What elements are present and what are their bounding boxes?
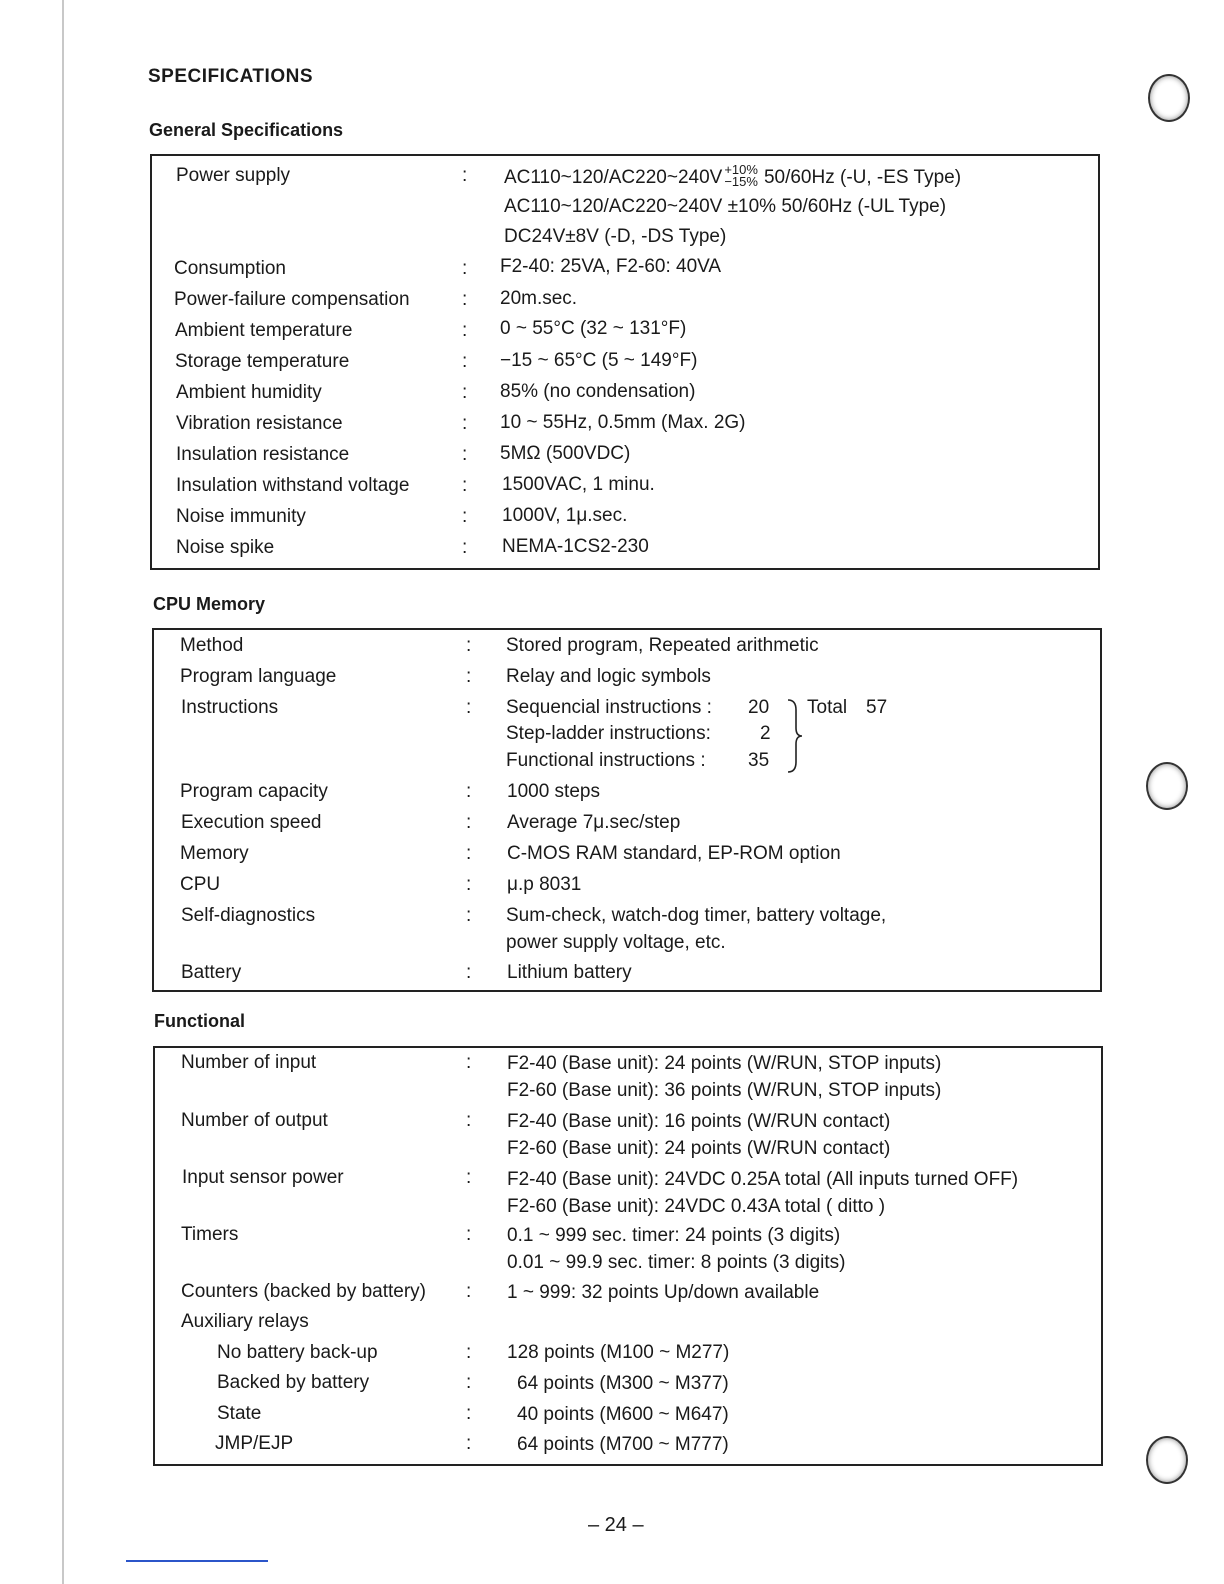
instruction-name: Sequencial instructions : [506,697,712,718]
cpu-memory-heading: CPU Memory [153,594,266,614]
spec-row-label: Ambient temperature [175,320,353,341]
spec-row-value: 10 ~ 55Hz, 0.5mm (Max. 2G) [500,412,746,433]
colon: : [466,843,472,864]
punch-hole-bottom [1146,1436,1188,1484]
spec-row-value: C-MOS RAM standard, EP-ROM option [507,843,841,864]
spec-row-value: 85% (no condensation) [500,381,696,402]
spec-row-label: Method [180,635,244,656]
spec-row-value: 0.1 ~ 999 sec. timer: 24 points (3 digits) [507,1225,841,1246]
colon: : [462,320,468,341]
spec-row-value: F2-40 (Base unit): 24 points (W/RUN, STOP inputs) [507,1053,942,1074]
page-number: – 24 – [588,1514,644,1536]
spec-row-label: Backed by battery [217,1372,370,1393]
colon: : [466,1433,472,1454]
spec-row-value: Stored program, Repeated arithmetic [506,635,819,656]
spec-row-label: CPU [180,874,221,895]
spec-row-value: 1500VAC, 1 minu. [502,474,655,495]
colon: : [466,1110,472,1131]
spec-row-label: Memory [180,843,249,864]
spec-row-label: State [217,1403,262,1424]
spec-row-label: Power-failure compensation [174,289,410,310]
spec-row-value: F2-40 (Base unit): 24VDC 0.25A total (All inputs turned OFF) [507,1169,1019,1190]
spec-row-value: Average 7μ.sec/step [507,812,681,833]
spec-row-value: 5MΩ (500VDC) [500,443,631,464]
spec-row-value: Lithium battery [507,962,632,983]
colon: : [462,165,468,186]
spec-row-value: 64 points (M300 ~ M377) [517,1373,729,1394]
spec-row-value: 1000V, 1μ.sec. [502,505,628,526]
power-supply-value-3: DC24V±8V (-D, -DS Type) [504,226,727,247]
power-supply-value-1: AC110~120/AC220~240V +10% −15% 50/60Hz (-U, -ES Type) [504,162,962,189]
colon: : [466,962,472,983]
spec-row-value: 40 points (M600 ~ M647) [517,1404,729,1425]
spec-row-label: Ambient humidity [176,382,322,403]
tolerance-plus: +10% [724,162,758,177]
spec-row-value-continued: F2-60 (Base unit): 36 points (W/RUN, STOP inputs) [507,1080,942,1101]
cpu-memory-box [152,628,1102,992]
instruction-name: Step-ladder instructions: [506,723,711,744]
instruction-count: 35 [748,750,770,771]
spec-row-label: No battery back-up [217,1342,378,1363]
power-supply-value-2: AC110~120/AC220~240V ±10% 50/60Hz (-UL Type) [504,196,947,217]
colon: : [462,289,468,310]
colon: : [466,1403,472,1424]
spec-row-label: Noise immunity [176,506,306,527]
colon: : [466,781,472,802]
page-title: SPECIFICATIONS [148,66,313,87]
colon: : [462,258,468,279]
colon: : [466,1167,472,1188]
colon: : [462,537,468,558]
colon: : [466,1281,472,1302]
colon: : [466,874,472,895]
spec-row-value: Relay and logic symbols [506,666,711,687]
spec-row-value: −15 ~ 65°C (5 ~ 149°F) [500,350,698,371]
colon: : [466,1342,472,1363]
spec-row-label: Program language [180,666,337,687]
punch-hole-top [1148,74,1190,122]
colon: : [462,351,468,372]
colon: : [462,475,468,496]
colon: : [466,666,472,687]
spec-row-value: 128 points (M100 ~ M277) [507,1342,730,1363]
spec-row-value: F2-40 (Base unit): 16 points (W/RUN contact) [507,1111,891,1132]
spec-row-label: Number of output [181,1110,328,1131]
spec-row-label: JMP/EJP [215,1433,294,1454]
spec-row-value: NEMA-1CS2-230 [502,536,649,557]
spec-row-value-continued: F2-60 (Base unit): 24VDC 0.43A total ( ditto ) [507,1196,886,1217]
instructions-brace [784,698,806,774]
spec-row-label: Noise spike [176,537,275,558]
spec-row-label: Timers [181,1224,239,1245]
spec-row-value: 0 ~ 55°C (32 ~ 131°F) [500,318,687,339]
spec-row-label: Instructions [181,697,279,718]
colon: : [466,1372,472,1393]
spec-row-label: Battery [181,962,242,983]
spec-row-label: Storage temperature [175,351,350,372]
spec-row-value: 1 ~ 999: 32 points Up/down available [507,1282,820,1303]
spec-row-label: Consumption [174,258,286,279]
colon: : [466,635,472,656]
colon: : [466,1224,472,1245]
colon: : [466,697,472,718]
spec-row-value: 20m.sec. [500,288,578,309]
instruction-count: 2 [760,723,771,744]
spec-row-label: Counters (backed by battery) [181,1281,427,1302]
binding-margin-line [62,0,64,1584]
spec-row-value: 1000 steps [507,781,600,802]
colon: : [466,812,472,833]
colon: : [462,413,468,434]
spec-row-label: Execution speed [181,812,322,833]
colon: : [466,905,472,926]
instructions-total-value: 57 [866,697,888,718]
colon: : [462,506,468,527]
tolerance-minus: −15% [724,174,758,189]
spec-row-value: 64 points (M700 ~ M777) [517,1434,729,1455]
power-supply-label: Power supply [176,165,291,186]
spec-row-label: Self-diagnostics [181,905,316,926]
spec-row-label: Insulation resistance [176,444,350,465]
spec-row-label: Input sensor power [182,1167,344,1188]
general-specifications-box [150,154,1100,570]
spec-row-value-continued: power supply voltage, etc. [506,932,726,953]
spec-row-label: Insulation withstand voltage [176,475,410,496]
colon: : [466,1052,472,1073]
instructions-total-label: Total [807,697,848,718]
colon: : [462,444,468,465]
functional-heading: Functional [154,1011,245,1031]
spec-row-value-continued: F2-60 (Base unit): 24 points (W/RUN contact) [507,1138,891,1159]
functional-box [153,1046,1103,1466]
scan-artifact-line [126,1560,268,1562]
instruction-count: 20 [748,697,770,718]
spec-row-label: Program capacity [180,781,328,802]
spec-row-value: Sum-check, watch-dog timer, battery voltage, [506,905,887,926]
spec-row-value: μ.p 8031 [507,874,582,895]
punch-hole-middle [1146,762,1188,810]
spec-row-value: F2-40: 25VA, F2-60: 40VA [500,256,722,277]
colon: : [462,382,468,403]
spec-row-label: Number of input [181,1052,317,1073]
instruction-name: Functional instructions : [506,750,706,771]
spec-row-label: Vibration resistance [176,413,343,434]
auxiliary-relays-label: Auxiliary relays [181,1311,309,1332]
spec-row-value-continued: 0.01 ~ 99.9 sec. timer: 8 points (3 digits) [507,1252,846,1273]
general-specifications-heading: General Specifications [149,120,344,140]
